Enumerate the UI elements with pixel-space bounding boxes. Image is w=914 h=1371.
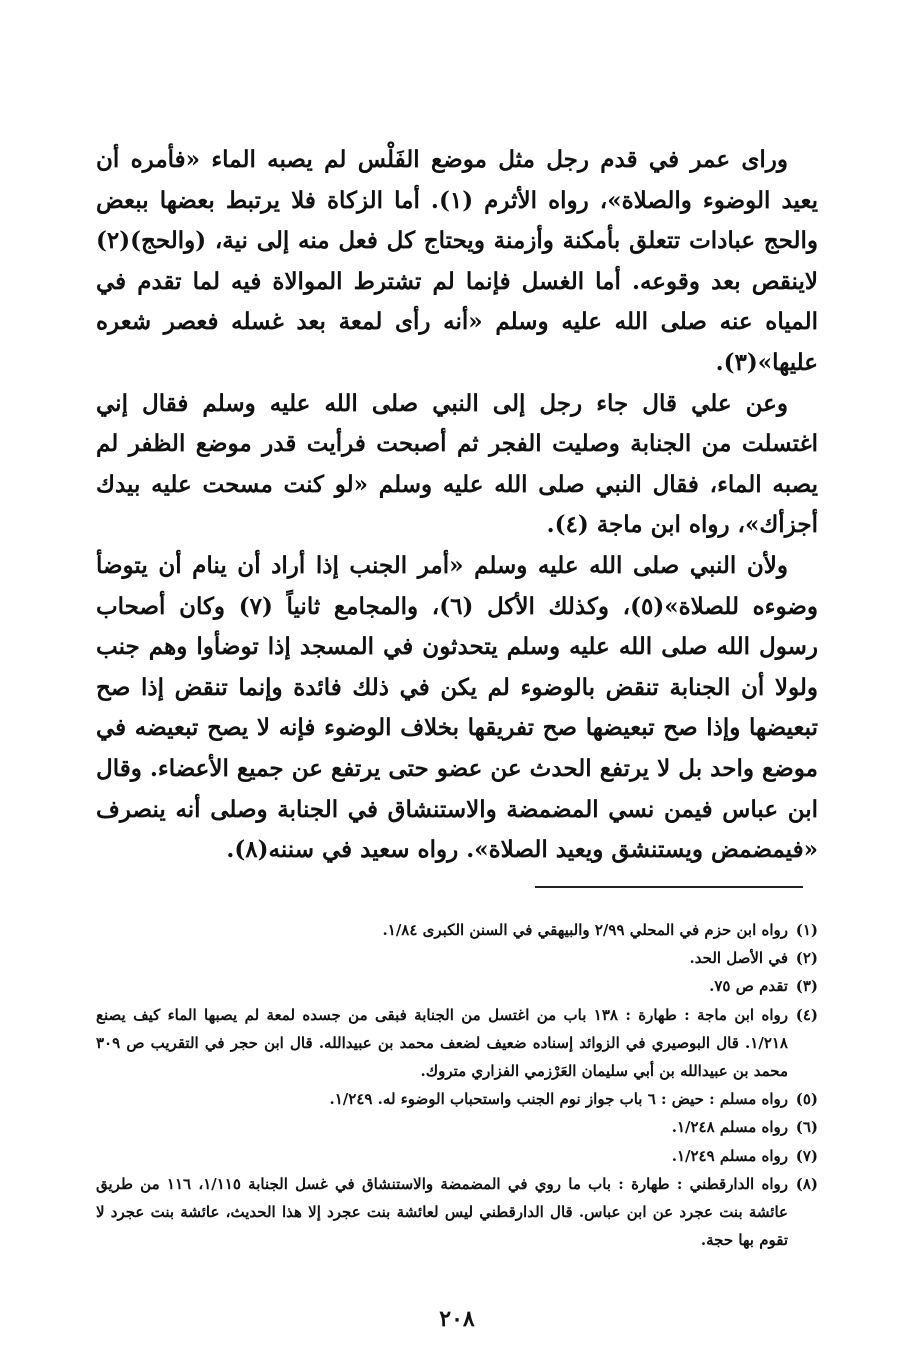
footnote-text: في الأصل الحد. — [689, 949, 788, 968]
footnote — [96, 1142, 818, 1170]
paragraph-2: وعن علي قال جاء رجل إلى النبي صلى الله عليه وسلم فقال إني اغتسلت من الجنابة وصليت الفجر ثم أصبحت فرأيت قدر موضع الظفر لم يصبه الماء، فقال النبي صلى الله عليه وسلم «لو كنت مسحت عليه بيدك أجزأك»، رواه ابن ماجة (٤). — [96, 389, 818, 539]
footnote-text: تقدم ص ٧٥. — [709, 977, 788, 996]
footnote-text: رواه الدارقطني : طهارة : باب ما روي في المضمضة والاستنشاق في غسل الجنابة ١/١١٥، ١١٦ من طريق عائشة بنت عجرد عن ابن عباس. قال الدارقطني ليس لعائشة بنت عجرد إلا هذا الحديث، عائشة بنت عجرد لا تقوم بها حجة. — [96, 1174, 788, 1250]
footnote-text: رواه ابن ماجة : طهارة : ١٣٨ باب من اغتسل من الجنابة فبقى من جسده لمعة لم يصبها الماء كيف يصنع ١/٢١٨. قال البوصيري في الزوائد إسناده ضعيف لضعف محمد بن عبيدالله. قال ابن حجر في التقريب ص ٣٠٩ محمد بن عبيدالله بن أبي سليمان العَرْزمي الفزاري متروك. — [96, 1005, 788, 1081]
footnote — [96, 972, 818, 1000]
footnote-number: (٤) — [795, 1005, 818, 1024]
footnote-number: (٣) — [795, 977, 818, 996]
footnote-text: رواه مسلم ١/٢٤٨. — [671, 1118, 788, 1137]
footnote-text: رواه مسلم ١/٢٤٩. — [671, 1146, 788, 1165]
footnote-number: (٥) — [795, 1090, 818, 1109]
footnote-number: (٢) — [795, 949, 818, 968]
footnote-number: (٧) — [795, 1146, 818, 1165]
footnote-divider — [535, 886, 803, 888]
footnote-text: رواه ابن حزم في المحلي ٢/٩٩ والبيهقي في السنن الكبرى ١/٨٤. — [382, 921, 788, 939]
footnote-text: رواه مسلم : حيض : ٦ باب جواز نوم الجنب واستحباب الوضوء له. ١/٢٤٩. — [329, 1090, 788, 1109]
footnote — [96, 944, 818, 972]
footnote — [96, 916, 818, 944]
footnote — [96, 1170, 818, 1255]
footnote — [96, 1001, 818, 1086]
main-text — [96, 140, 818, 871]
footnote-number: (١) — [795, 921, 818, 939]
footnote — [96, 1113, 818, 1141]
paragraph-3: ولأن النبي صلى الله عليه وسلم «أمر الجنب إذا أراد أن ينام أن يتوضأ وضوءه للصلاة»(٥)، وكذلك الأكل (٦)، والمجامع ثانياً (٧) وكان أصحاب رسول الله صلى الله عليه وسلم يتحدثون في المسجد إذا توضأوا وهم جنب ولولا أن الجنابة تنقض بالوضوء لم يكن في ذلك فائدة وإنما تنقض إذا صح تبعيضها وإذا صح تبعيضها صح تفريقها بخلاف الوضوء فإنه لا يصح تبعيضه في موضع واحد بل لا يرتفع الحدث عن عضو حتى يرتفع عن جميع الأعضاء. وقال ابن عباس فيمن نسي المضمضة والاستنشاق في الجنابة وصلى أنه ينصرف «فيمضمض ويستنشق ويعيد الصلاة». رواه سعيد في سننه(٨). — [96, 551, 818, 864]
footnotes — [96, 916, 818, 1254]
footnote — [96, 1085, 818, 1113]
paragraph-1: وراى عمر في قدم رجل مثل موضع الفَلْس لم يصبه الماء «فأمره أن يعيد الوضوء والصلاة»، رواه الأثرم (١). أما الزكاة فلا يرتبط بعضها ببعض والحج عبادات تتعلق بأمكنة وأزمنة ويحتاج كل فعل منه إلى نية، (والحج)(٢) لاينقص بعد وقوعه. أما الغسل فإنما لم تشترط الموالاة فيه لما تقدم في المياه عنه صلى الله عليه وسلم «أنه رأى لمعة بعد غسله فعصر شعره عليها»(٣). — [96, 146, 818, 376]
footnote-number: (٦) — [795, 1118, 818, 1137]
footnote-number: (٨) — [795, 1174, 818, 1193]
page-number: ٢٠٨ — [439, 1306, 475, 1332]
